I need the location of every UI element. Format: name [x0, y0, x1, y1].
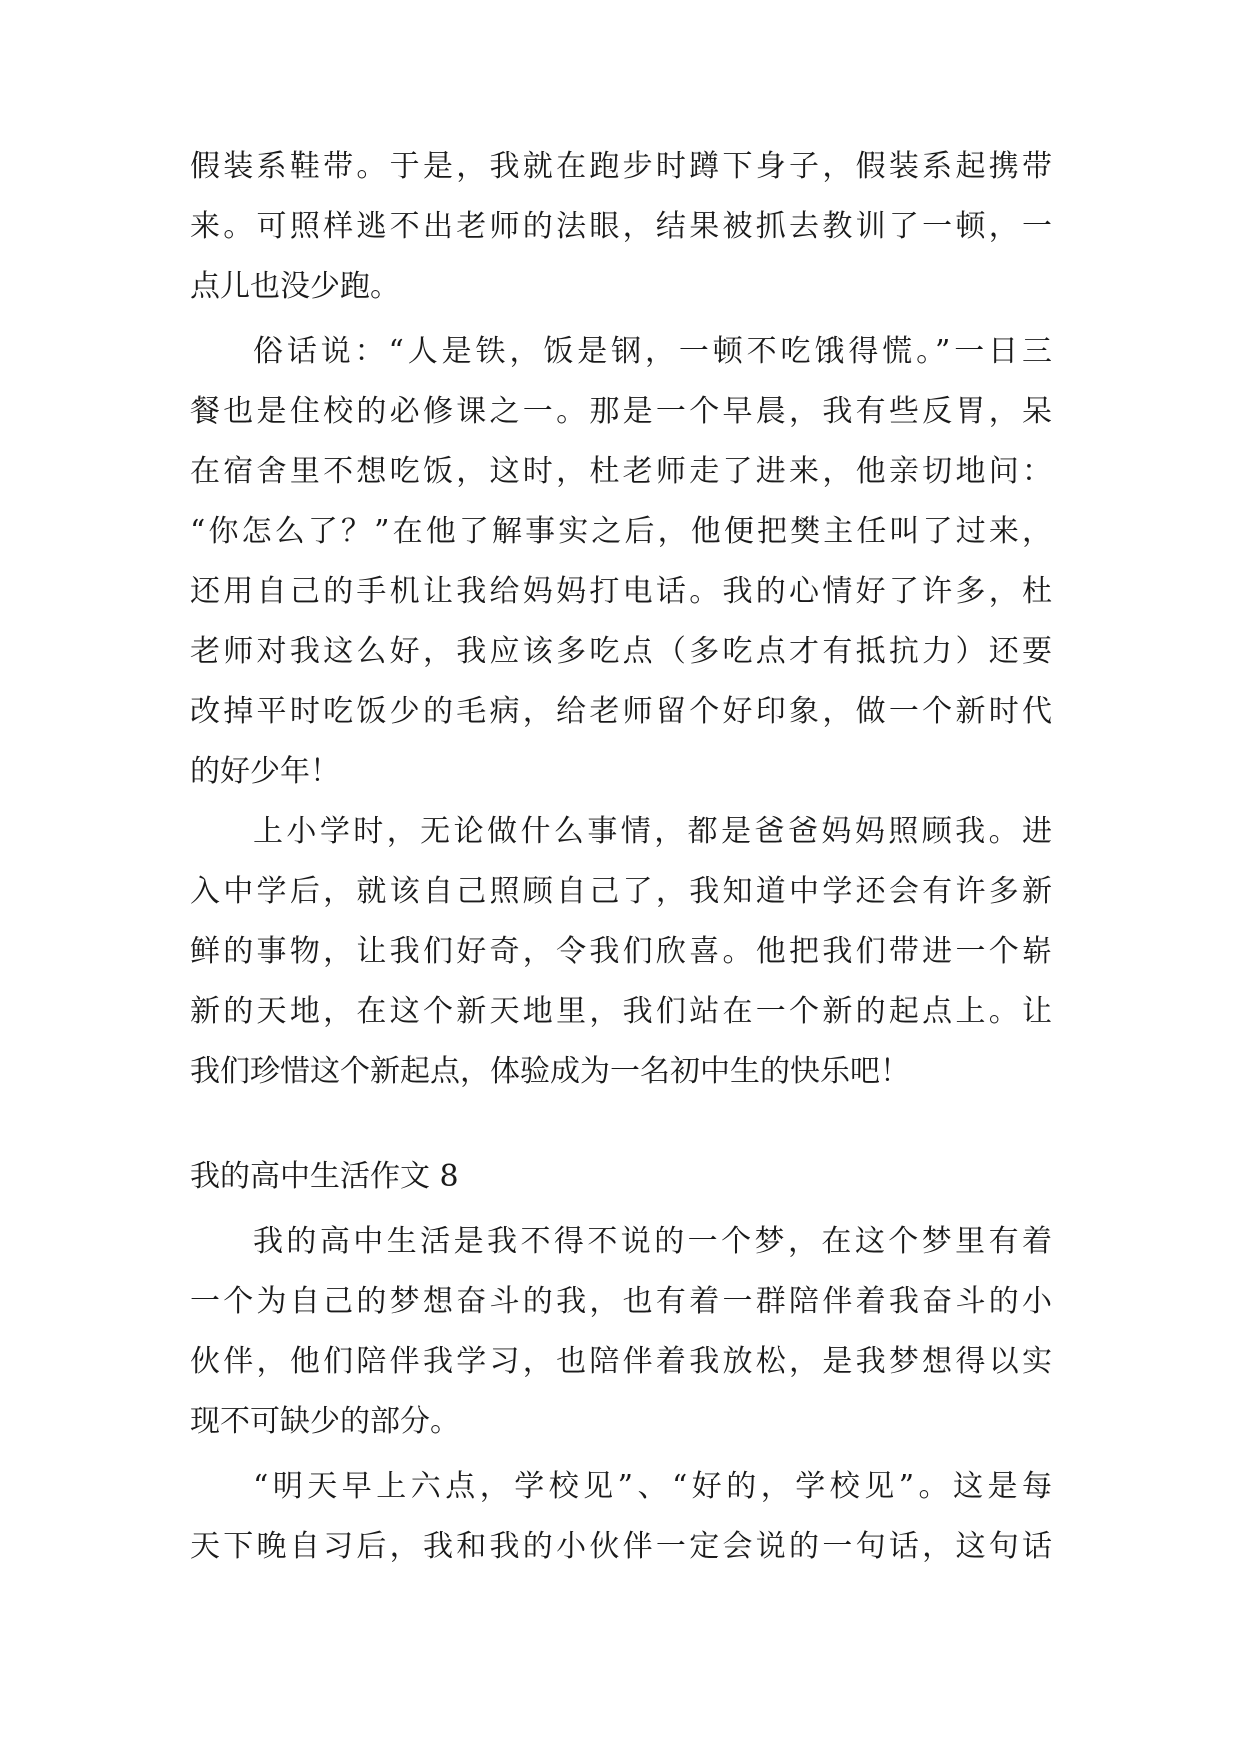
text-line: 现不可缺少的部分。: [190, 1404, 460, 1439]
text-line: 我的高中生活是我不得不说的一个梦，在这个梦里有着: [253, 1224, 1052, 1259]
text-line: 还用自己的手机让我给妈妈打电话。我的心情好了许多，杜: [190, 574, 1052, 609]
text-line: “明天早上六点，学校见”、“好的，学校见”。这是每: [253, 1469, 1052, 1504]
text-line: 上小学时，无论做什么事情，都是爸爸妈妈照顾我。进: [253, 814, 1052, 849]
text-line: 一个为自己的梦想奋斗的我，也有着一群陪伴着我奋斗的小: [190, 1284, 1052, 1319]
text-line: 老师对我这么好，我应该多吃点（多吃点才有抵抗力）还要: [190, 634, 1052, 669]
section-heading: 我的高中生活作文 8: [190, 1159, 459, 1194]
text-line: 入中学后，就该自己照顾自己了，我知道中学还会有许多新: [190, 874, 1052, 909]
text-line: 新的天地，在这个新天地里，我们站在一个新的起点上。让: [190, 994, 1052, 1029]
text-line: 伙伴，他们陪伴我学习，也陪伴着我放松，是我梦想得以实: [190, 1344, 1052, 1379]
text-line: 改掉平时吃饭少的毛病，给老师留个好印象，做一个新时代: [190, 694, 1052, 729]
text-line: 的好少年！: [190, 754, 340, 789]
text-line: 天下晚自习后，我和我的小伙伴一定会说的一句话，这句话: [190, 1529, 1052, 1564]
text-line: 点儿也没少跑。: [190, 269, 400, 304]
text-line: 鲜的事物，让我们好奇，令我们欣喜。他把我们带进一个崭: [190, 934, 1052, 969]
text-line: 在宿舍里不想吃饭，这时，杜老师走了进来，他亲切地问：: [190, 454, 1052, 489]
text-line: “你怎么了？”在他了解事实之后，他便把樊主任叫了过来，: [190, 514, 1052, 549]
text-line: 来。可照样逃不出老师的法眼，结果被抓去教训了一顿，一: [190, 209, 1052, 244]
text-line: 俗话说：“人是铁，饭是钢，一顿不吃饿得慌。”一日三: [253, 334, 1052, 369]
text-line: 我们珍惜这个新起点，体验成为一名初中生的快乐吧！: [190, 1054, 910, 1089]
text-line: 假装系鞋带。于是，我就在跑步时蹲下身子，假装系起携带: [190, 149, 1052, 184]
text-line: 餐也是住校的必修课之一。那是一个早晨，我有些反胃，呆: [190, 394, 1052, 429]
